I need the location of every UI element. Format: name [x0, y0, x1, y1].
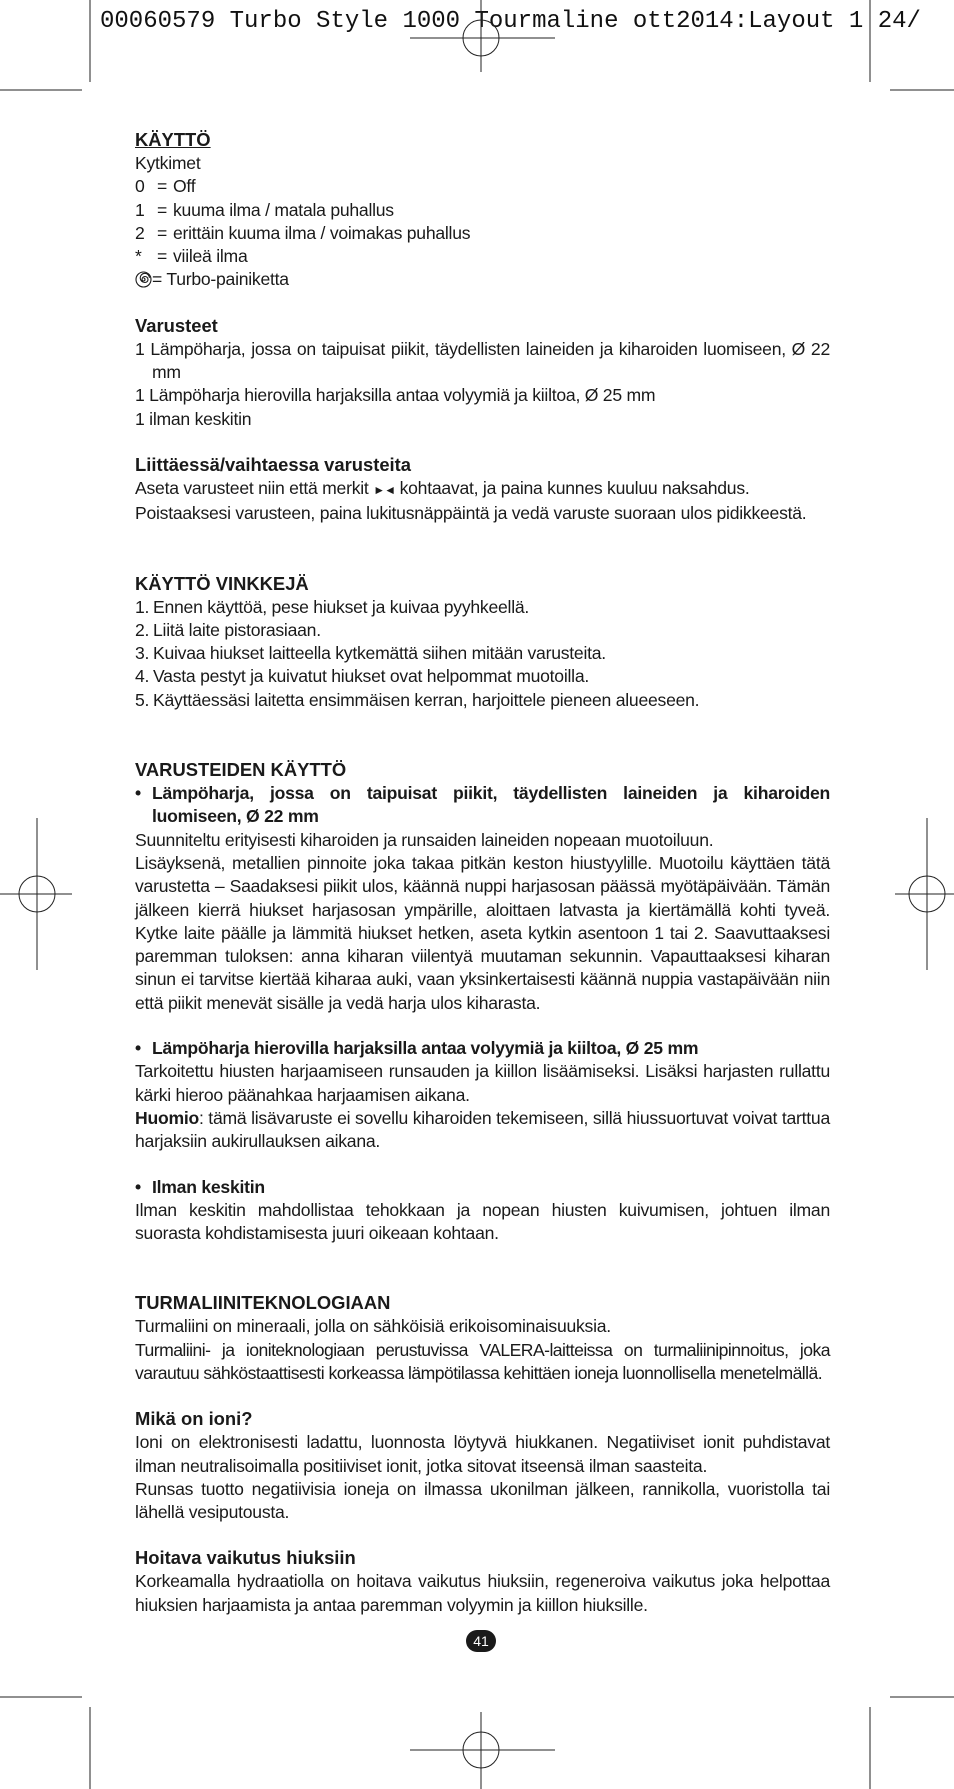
alignment-arrows-icon: ►◄ — [373, 482, 395, 497]
tip-text: Vasta pestyt ja kuivatut hiukset ovat helpommat muotoilla. — [153, 666, 589, 687]
attach-text: kohtaavat, ja paina kunnes kuuluu naksahdus. — [394, 477, 750, 498]
switch-row-turbo — [135, 268, 830, 291]
accessory-item: 1 Lämpöharja hierovilla harjaksilla antaa volyymiä ja kiiltoa, Ø 25 mm — [135, 385, 656, 406]
switch-eq: = — [157, 222, 168, 243]
switch-eq: = — [157, 246, 168, 267]
tip-text: Ennen käyttöä, pese hiukset ja kuivaa pyyhkeellä. — [153, 596, 530, 617]
tip-number: 2. — [135, 619, 150, 640]
switch-key: 0 — [135, 176, 145, 197]
body-paragraph: Turmaliini- ja ioniteknologiaan perustuvissa VALERA-laitteissa on turmaliinipinnoitus, joka varautuu sähköstaattisesti korkeassa lämpötilassa kehittäen ioneja luonnollisella menetelmällä. — [135, 1339, 830, 1383]
detach-instruction: Poistaaksesi varusteen, paina lukitusnäppäintä ja vedä varuste suoraan ulos pidikkeestä. — [135, 503, 807, 524]
turbo-text: = Turbo-painiketta — [152, 269, 289, 290]
tip-number: 4. — [135, 666, 150, 687]
section-title-hoitava: Hoitava vaikutus hiuksiin — [135, 1547, 356, 1569]
accessory-heading — [135, 1037, 830, 1060]
tip-number: 1. — [135, 596, 150, 617]
section-title-ioni: Mikä on ioni? — [135, 1408, 253, 1430]
body-paragraph: Turmaliini on mineraali, jolla on sähköisiä erikoisominaisuuksia. — [135, 1316, 611, 1337]
tip-text: Liitä laite pistorasiaan. — [153, 619, 321, 640]
accessory-heading-text: Lämpöharja hierovilla harjaksilla antaa volyymiä ja kiiltoa, Ø 25 mm — [152, 1038, 699, 1059]
accessory-paragraph: Tarkoitettu hiusten harjaamiseen runsauden ja kiillon lisäämiseksi. Lisäksi harjasten rullattu kärki hieroo päänahkaa harjaamisen aikana. — [135, 1061, 830, 1105]
switches-label: Kytkimet — [135, 153, 201, 173]
switch-text: erittäin kuuma ilma / voimakas puhallus — [173, 222, 471, 243]
accessory-paragraph: Lisäyksenä, metallien pinnoite joka takaa pitkän keston hiustyylille. Muotoilu käyttäen tätä varustetta – Saadaksesi piikit ulos, käännä nuppi harjasosan päässä myötäpäivään. Tämän jälkeen kierrä hiukset harjasosan ympärille, aloittaen latvasta ja kiertämällä kohti tyveä. Kytke laite päälle ja lämmitä hiukset hetken, aseta kytkin asentoon 1 tai 2. Saavuttaaksesi paremman tuloksen: anna kiharan viilentyä muutaman sekunnin. Vapauttaaksesi kiharan sinun ei tarvitse kiertää kiharaa auki, vaan yksinkertaisesti käännä nuppia vastapäivään niin että piikit menevät sisälle ja vedä harja ulos kiharasta. — [135, 852, 830, 1013]
page-content — [135, 128, 830, 1617]
body-paragraph: Ioni on elektronisesti ladattu, luonnosta löytyvä hiukkanen. Negatiiviset ionit puhdistavat ilman neutralisoimalla positiiviset ionit, jotka sitovat itseensä ilman saasteita. — [135, 1432, 830, 1476]
accessory-paragraph: Suunniteltu erityisesti kiharoiden ja runsaiden laineiden nopeaan muotoiluun. — [135, 829, 714, 850]
bullet: • — [135, 783, 141, 804]
body-paragraph: Runsas tuotto negatiivisia ioneja on ilmassa ukonilman jälkeen, rannikolla, vuoristolla tai lähellä vesiputousta. — [135, 1478, 830, 1523]
tip-text: Kuivaa hiukset laitteella kytkemättä siihen mitään varusteita. — [153, 643, 606, 664]
accessory-paragraph: Ilman keskitin mahdollistaa tehokkaan ja nopean hiusten kuivumisen, johtuen ilman suorasta kohdistamisesta juuri oikeaan kohtaan. — [135, 1199, 830, 1244]
accessory-heading-text: Lämpöharja, jossa on taipuisat piikit, täydellisten laineiden ja kiharoiden luomiseen, Ø 22 mm — [152, 783, 830, 827]
note-paragraph — [135, 1107, 830, 1154]
note-label: Huomio — [135, 1107, 199, 1128]
bullet: • — [135, 1038, 141, 1059]
section-title-kaytto: KÄYTTÖ — [135, 129, 211, 150]
section-title-varusteiden: VARUSTEIDEN KÄYTTÖ — [135, 759, 347, 781]
switch-text: viileä ilma — [173, 246, 248, 267]
switch-key: 1 — [135, 199, 145, 220]
section-title-varusteet: Varusteet — [135, 314, 218, 336]
switch-row — [135, 175, 830, 198]
attach-text: Aseta varusteet niin että merkit — [135, 477, 374, 498]
bullet: • — [135, 1176, 141, 1197]
registration-mark-icon — [410, 1712, 555, 1789]
accessory-item: 1 ilman keskitin — [135, 408, 252, 429]
registration-mark-icon — [0, 818, 72, 970]
switch-eq: = — [157, 176, 168, 197]
note-text: : tämä lisävaruste ei sovellu kiharoiden tekemiseen, sillä hiussuortuvat voivat tarttua harjaksiin aukirullauksen aikana. — [135, 1107, 830, 1152]
tip-number: 5. — [135, 689, 150, 710]
switch-text: kuuma ilma / matala puhallus — [173, 199, 394, 220]
registration-mark-icon — [895, 818, 954, 970]
attach-instruction — [135, 477, 830, 502]
tip-item — [135, 642, 830, 665]
tip-item — [135, 689, 830, 712]
accessory-heading — [135, 782, 830, 829]
switch-key: 2 — [135, 222, 145, 243]
page-number: 41 — [466, 1630, 496, 1652]
switch-text: Off — [173, 176, 196, 197]
switch-row — [135, 222, 830, 245]
switch-row — [135, 199, 830, 222]
print-slug-line: 00060579 Turbo Style 1000 Tourmaline ott2014:Layout 1 24/ — [100, 8, 921, 35]
section-title-liittaessa: Liittäessä/vaihtaessa varusteita — [135, 453, 412, 475]
accessory-heading-text: Ilman keskitin — [152, 1176, 265, 1197]
tip-item — [135, 596, 830, 619]
tip-number: 3. — [135, 643, 150, 664]
body-paragraph: Korkeamalla hydraatiolla on hoitava vaikutus hiuksiin, regeneroiva vaikutus joka helpottaa hiuksien harjaamista ja antaa paremman volyymin ja kiillon hiuksille. — [135, 1571, 830, 1615]
switch-row — [135, 245, 830, 268]
section-title-turmaliini: TURMALIINITEKNOLOGIAAN — [135, 1292, 391, 1314]
registration-mark-icon — [410, 0, 555, 72]
turbo-spiral-icon — [135, 268, 152, 291]
switch-key: * — [135, 246, 142, 267]
tip-text: Käyttäessäsi laitetta ensimmäisen kerran, harjoittele pieneen alueeseen. — [153, 689, 700, 710]
switch-eq: = — [157, 199, 168, 220]
tip-item — [135, 619, 830, 642]
accessory-item: 1 Lämpöharja, jossa on taipuisat piikit, täydellisten laineiden ja kiharoiden luomiseen, Ø 22 mm — [135, 338, 830, 383]
accessory-heading — [135, 1176, 830, 1199]
section-title-vinkkeja: KÄYTTÖ VINKKEJÄ — [135, 572, 309, 594]
tip-item — [135, 665, 830, 688]
